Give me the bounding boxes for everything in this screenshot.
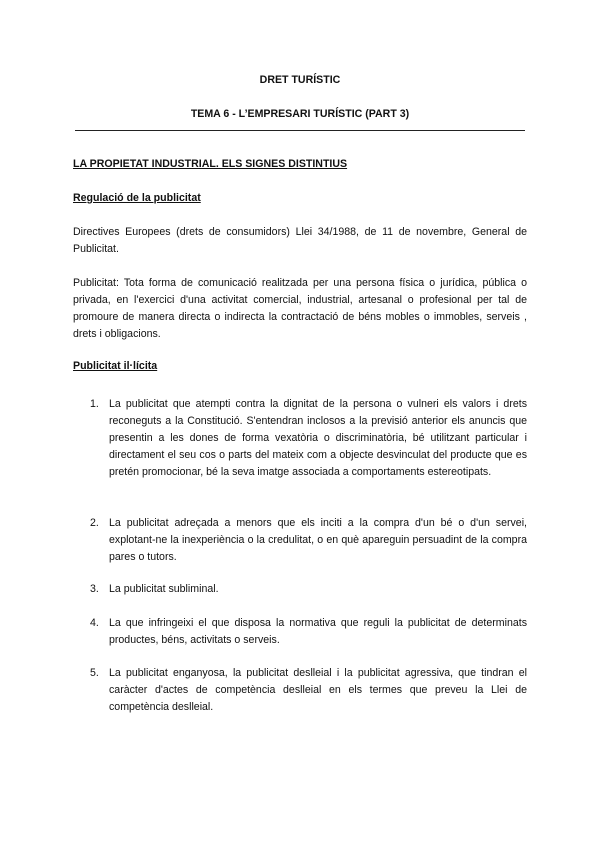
paragraph-directives: Directives Europees (drets de consumidors) Llei 34/1988, de 11 de novembre, General de Publicitat.	[73, 226, 527, 255]
list-item-text: La publicitat enganyosa, la publicitat deslleial i la publicitat agressiva, que tindran el caràcter d'actes de competència deslleial en els termes que preveu la Llei de competència deslleial.	[109, 667, 527, 713]
section-title: LA PROPIETAT INDUSTRIAL. ELS SIGNES DISTINTIUS	[73, 158, 348, 170]
document-subtitle: TEMA 6 - L’EMPRESARI TURÍSTIC (PART 3)	[190, 108, 410, 120]
subheading-regulacio: Regulació de la publicitat	[73, 192, 201, 204]
list-item-number: 2.	[90, 517, 99, 529]
list-item-text: La que infringeixi el que disposa la normativa que reguli la publicitat de determinats productes, béns, activitats o serveis.	[109, 617, 527, 646]
list-item-number: 3.	[90, 583, 99, 595]
document-title: DRET TURÍSTIC	[259, 74, 341, 86]
list-item-text: La publicitat subliminal.	[109, 583, 219, 595]
horizontal-rule	[75, 130, 525, 131]
paragraph-definicio: Publicitat: Tota forma de comunicació realitzada per una persona física o jurídica, pública o privada, en l'exercici d'una activitat comercial, industrial, artesanal o profesional per tal de promoure de manera directa o indirecta la contractació de béns mobles o immobles, serveis , drets i obligacions.	[73, 277, 527, 340]
list-item-text: La publicitat adreçada a menors que els inciti a la compra d'un bé o d'un servei, explotant-ne la inexperiència o la credulitat, o en què apareguin persuadint de la compra pares o tutors.	[109, 517, 527, 563]
list-item-text: La publicitat que atempti contra la dignitat de la persona o vulneri els valors i drets reconeguts a la Constitució. S'entendran inclosos a la previsió anterior els anuncis que presentin a les dones de forma vexatòria o discriminatòria, bé utilitzant particular i directament el seu cos o parts del mateix com a objecte desvinculat del producte que es pretén promocionar, bé la seva imatge associada a comportaments estereotipats.	[109, 398, 527, 478]
subheading-illicita: Publicitat il·lícita	[73, 360, 158, 372]
list-item-number: 5.	[90, 667, 99, 679]
list-item-number: 1.	[90, 398, 99, 410]
list-item-number: 4.	[90, 617, 99, 629]
